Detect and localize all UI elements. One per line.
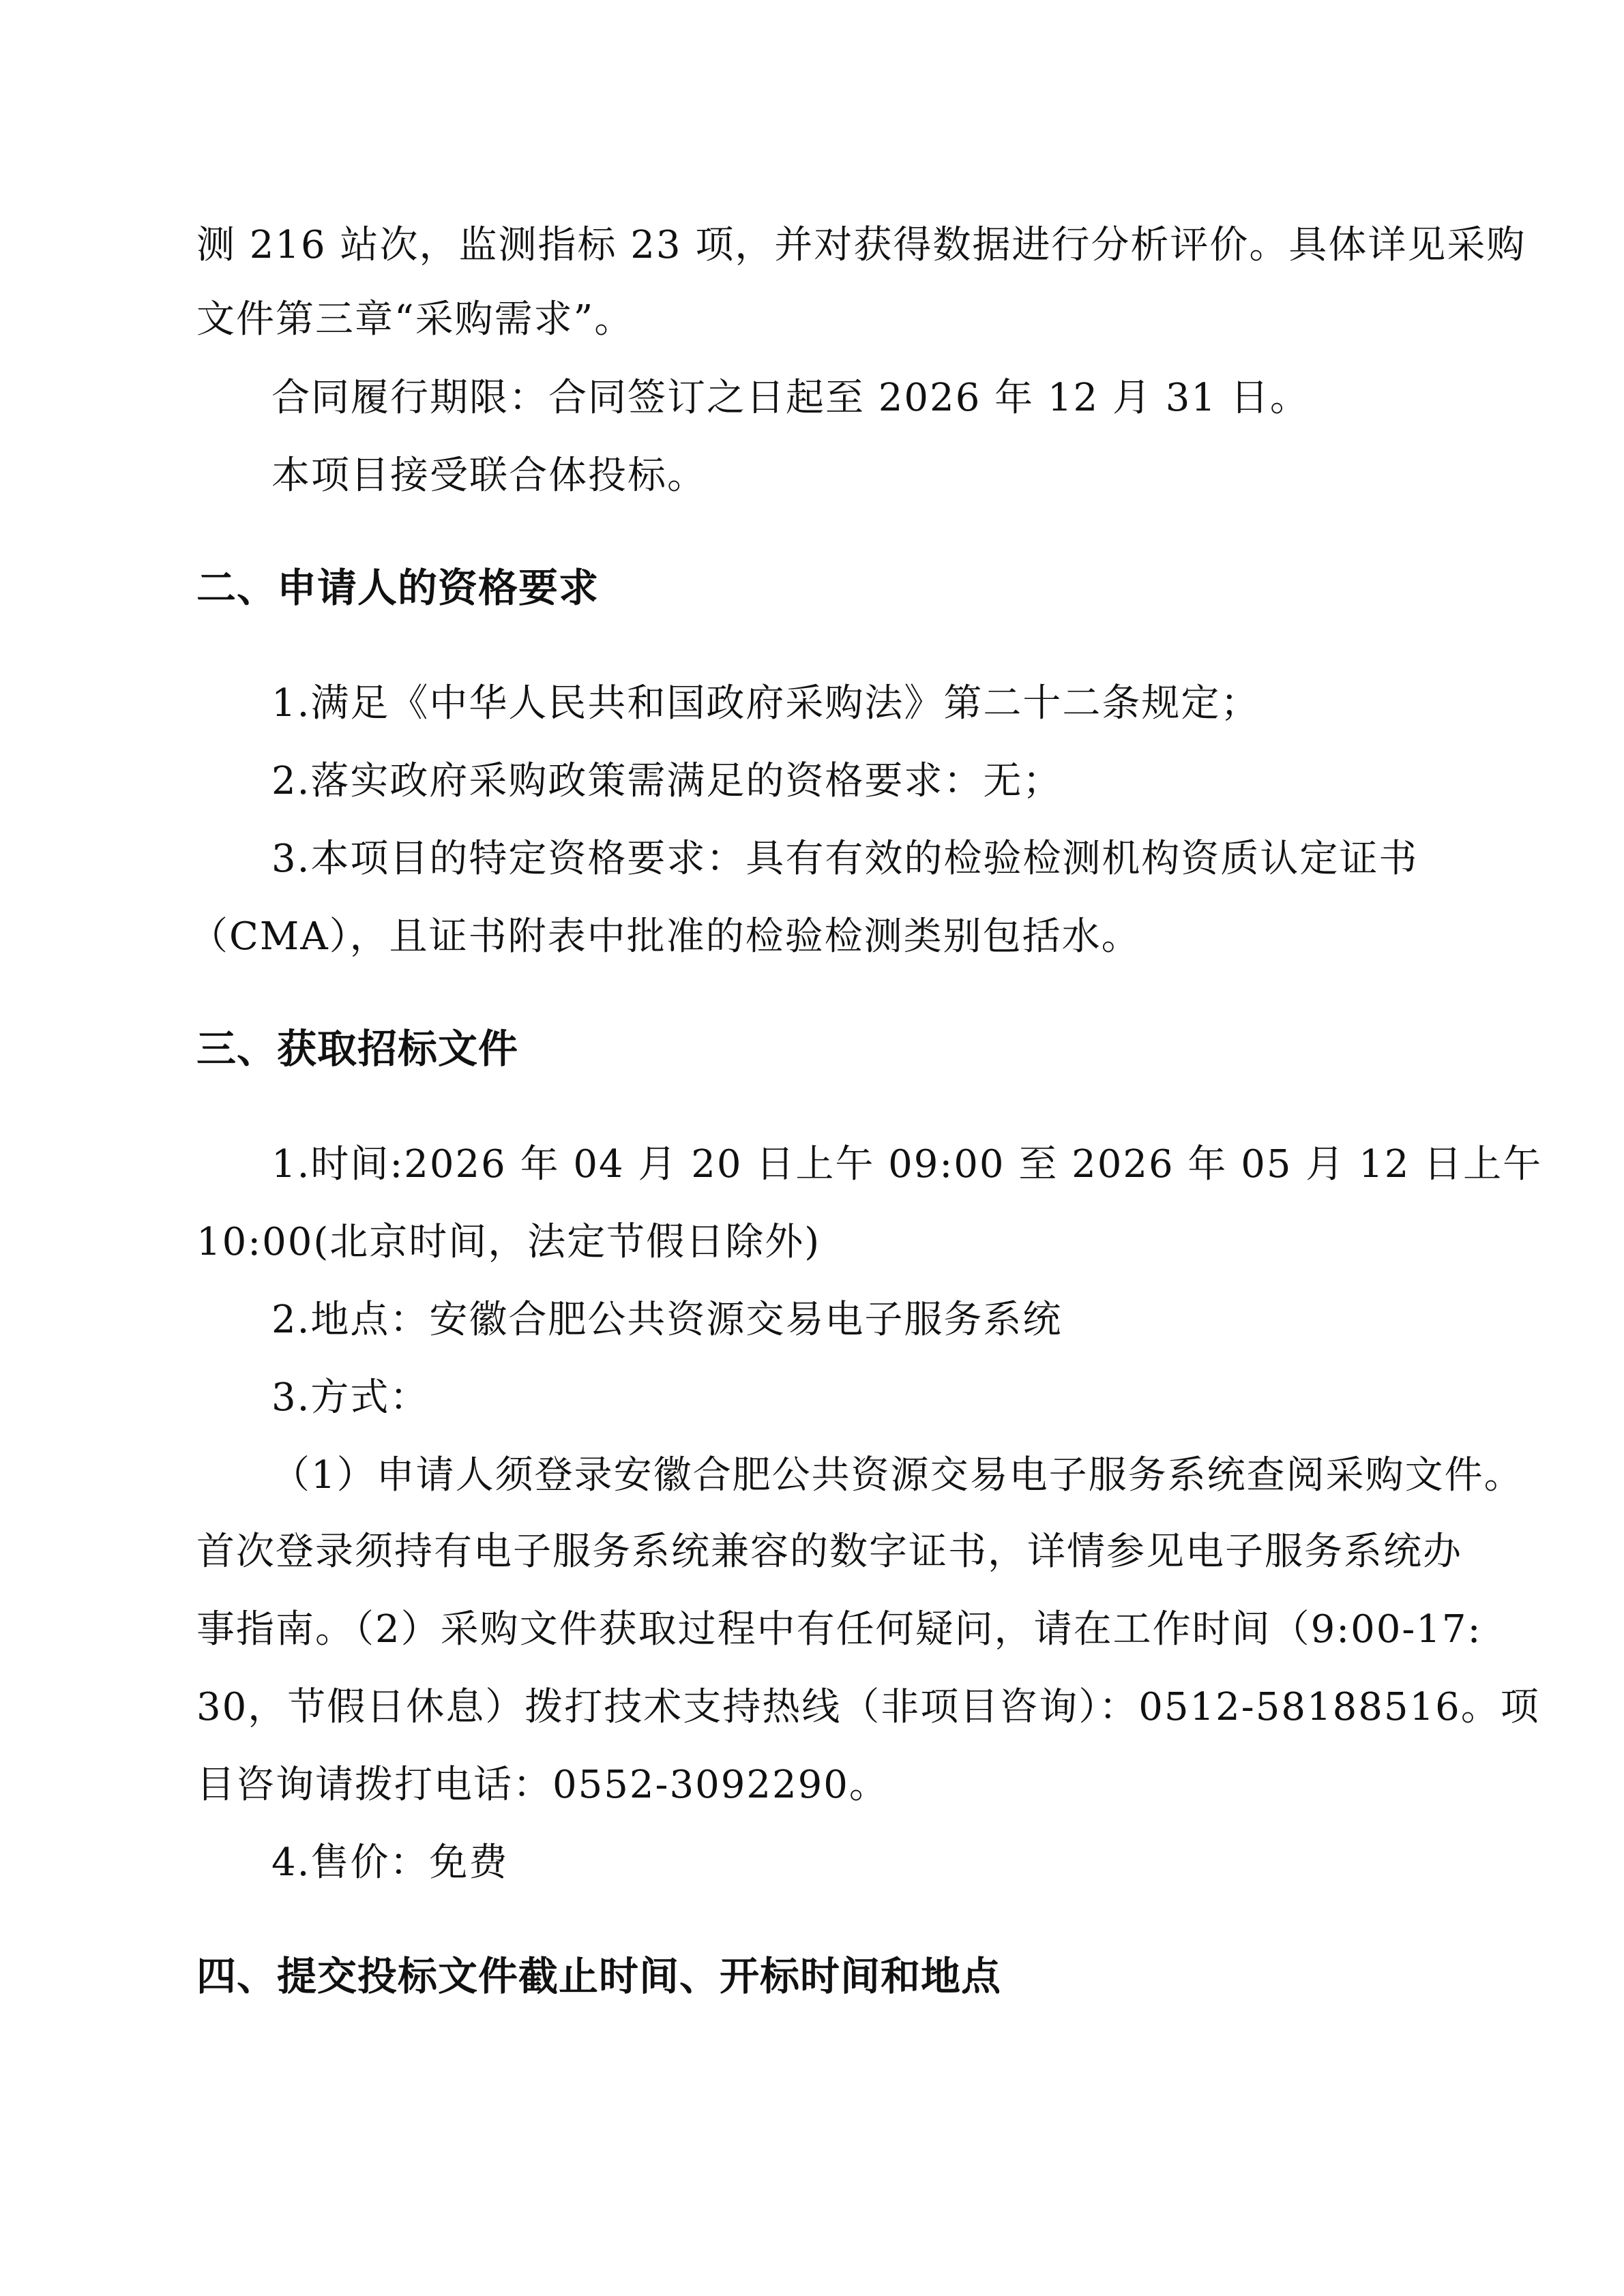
section-2-heading: 二、申请人的资格要求 <box>196 565 600 611</box>
section-3-heading: 三、获取招标文件 <box>196 1026 519 1072</box>
qualification-item-3-line-1: 3.本项目的特定资格要求：具有有效的检验检测机构资质认定证书 <box>271 837 1419 881</box>
contract-term: 合同履行期限：合同签订之日起至 2026 年 12 月 31 日。 <box>271 376 1310 420</box>
acquisition-method-line-3: 事指南。（2）采购文件获取过程中有任何疑问，请在工作时间（9:00-17: <box>196 1607 1482 1652</box>
acquisition-method-line-2: 首次登录须持有电子服务系统兼容的数字证书，详情参见电子服务系统办 <box>196 1530 1462 1574</box>
intro-line-1: 测 216 站次，监测指标 23 项，并对获得数据进行分析评价。具体详见采购 <box>196 223 1526 267</box>
qualification-item-2: 2.落实政府采购政策需满足的资格要求：无； <box>271 759 1063 803</box>
acquisition-time-line-2: 10:00(北京时间，法定节假日除外) <box>196 1220 821 1264</box>
acquisition-time-line-1: 1.时间:2026 年 04 月 20 日上午 09:00 至 2026 年 05 月 12 日上午 <box>271 1142 1543 1187</box>
qualification-item-3-line-2: （CMA），且证书附表中批准的检验检测类别包括水。 <box>190 914 1141 959</box>
acquisition-method-line-5: 目咨询请拨打电话：0552-3092290。 <box>196 1763 889 1807</box>
acquisition-method-line-4: 30，节假日休息）拨打技术支持热线（非项目咨询）：0512-58188516。项 <box>196 1685 1540 1729</box>
intro-line-2: 文件第三章“采购需求”。 <box>196 297 634 342</box>
acquisition-method-label: 3.方式： <box>271 1375 430 1420</box>
acquisition-place: 2.地点：安徽合肥公共资源交易电子服务系统 <box>271 1298 1063 1342</box>
qualification-item-1: 1.满足《中华人民共和国政府采购法》第二十二条规定； <box>271 681 1260 726</box>
document-price: 4.售价：免费 <box>271 1840 509 1885</box>
section-4-heading: 四、提交投标文件截止时间、开标时间和地点 <box>196 1953 1002 1999</box>
consortium-note: 本项目接受联合体投标。 <box>271 453 707 498</box>
acquisition-method-line-1: （1）申请人须登录安徽合肥公共资源交易电子服务系统查阅采购文件。 <box>271 1453 1524 1497</box>
